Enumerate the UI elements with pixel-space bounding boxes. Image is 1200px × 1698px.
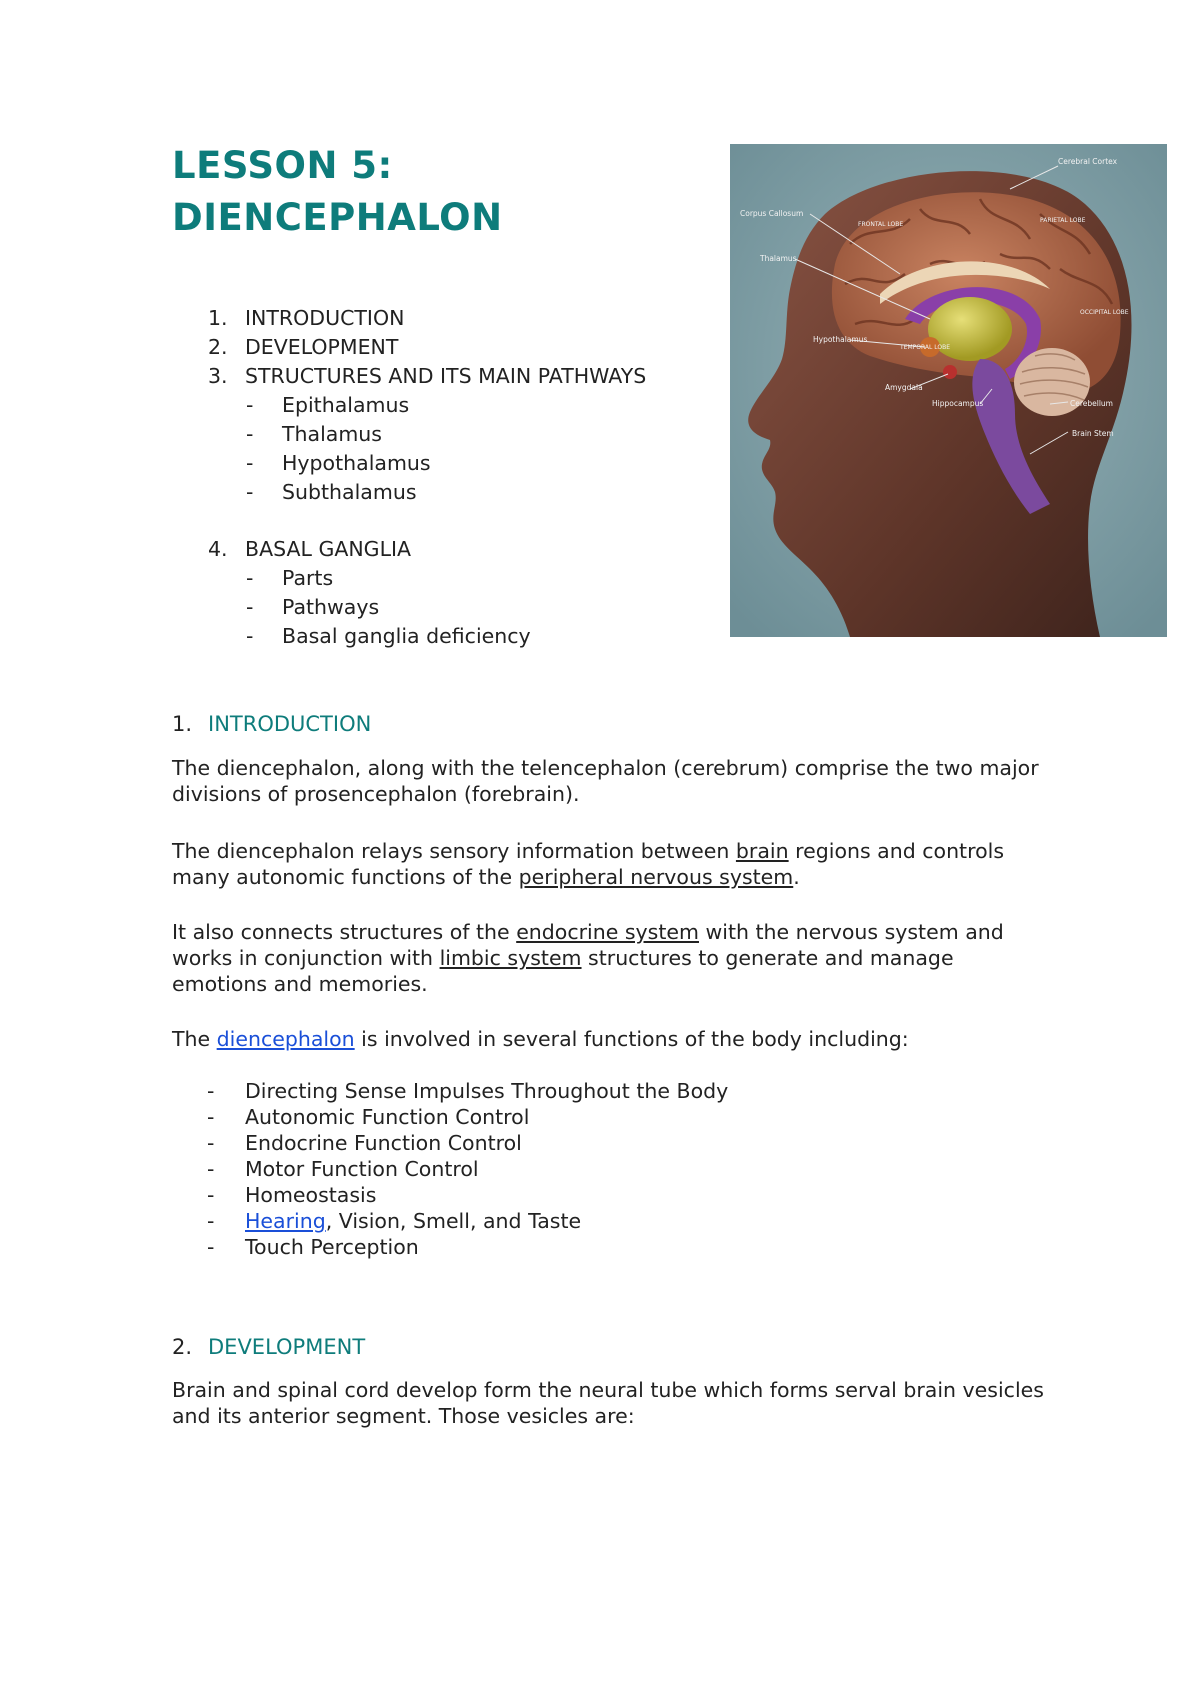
thalamus-shape <box>928 297 1012 361</box>
limbic-system-term: limbic system <box>439 946 582 970</box>
label-temporal-lobe: TEMPORAL LOBE <box>900 344 951 351</box>
toc-sub-thalamus: - Thalamus <box>246 422 382 446</box>
table-of-contents <box>208 304 646 651</box>
brain-anatomy-figure <box>730 144 1167 637</box>
toc-sub-subthalamus: - Subthalamus <box>246 480 417 504</box>
label-brain-stem: Brain Stem <box>1072 429 1114 438</box>
list-item: - Directing Sense Impulses Throughout the Body <box>207 1079 729 1103</box>
list-item: - Touch Perception <box>207 1235 419 1259</box>
toc-item-development: 2. DEVELOPMENT <box>208 335 399 359</box>
amygdala-shape <box>943 365 957 379</box>
label-frontal-lobe: FRONTAL LOBE <box>858 221 904 228</box>
page-title <box>172 140 503 244</box>
label-occipital-lobe: OCCIPITAL LOBE <box>1080 309 1129 316</box>
brain-term: brain <box>735 839 789 863</box>
brain-illustration <box>730 144 1167 637</box>
label-parietal-lobe: PARIETAL LOBE <box>1040 217 1086 224</box>
toc-item-basal-ganglia: 4. BASAL GANGLIA <box>208 537 412 561</box>
toc-sub-epithalamus: - Epithalamus <box>246 393 410 417</box>
title-line-2: DIENCEPHALON <box>172 196 503 239</box>
section-heading-development: 2. DEVELOPMENT <box>172 1335 366 1359</box>
toc-item-structures: 3. STRUCTURES AND ITS MAIN PATHWAYS <box>208 364 647 388</box>
section-heading-introduction: 1. INTRODUCTION <box>172 712 372 736</box>
endocrine-system-term: endocrine system <box>516 920 699 944</box>
list-item: - Hearing, Vision, Smell, and Taste <box>207 1209 582 1233</box>
label-hypothalamus: Hypothalamus <box>813 335 868 344</box>
intro-paragraph-3: It also connects structures of the endocrine system with the nervous system and works in conjunction with limbic system structures to generate and manage emotions and memories. <box>172 920 1004 996</box>
peripheral-nervous-system-term: peripheral nervous system <box>518 865 794 889</box>
list-item: - Autonomic Function Control <box>207 1105 530 1129</box>
label-cerebral-cortex: Cerebral Cortex <box>1058 157 1118 166</box>
list-item: - Endocrine Function Control <box>207 1131 522 1155</box>
title-line-1: LESSON 5: <box>172 144 393 187</box>
intro-paragraph-1: The diencephalon, along with the telencephalon (cerebrum) comprise the two major divisions of prosencephalon (forebrain). <box>172 756 1039 806</box>
list-item: - Homeostasis <box>207 1183 377 1207</box>
toc-sub-pathways: - Pathways <box>246 595 380 619</box>
label-cerebellum: Cerebellum <box>1070 399 1113 408</box>
functions-list <box>207 1078 728 1260</box>
toc-sub-hypothalamus: - Hypothalamus <box>246 451 431 475</box>
diencephalon-link[interactable]: diencephalon <box>216 1027 355 1051</box>
toc-item-introduction: 1. INTRODUCTION <box>208 306 405 330</box>
hearing-link[interactable]: Hearing <box>245 1209 326 1233</box>
label-hippocampus: Hippocampus <box>932 399 984 408</box>
intro-paragraph-2: The diencephalon relays sensory information between brain regions and controls many autonomic functions of the peripheral nervous system. <box>172 839 1004 889</box>
label-corpus-callosum: Corpus Callosum <box>740 209 804 218</box>
intro-paragraph-4: The diencephalon is involved in several functions of the body including: <box>172 1027 909 1051</box>
development-paragraph-1: Brain and spinal cord develop form the neural tube which forms serval brain vesicles and its anterior segment. Those vesicles are: <box>172 1378 1044 1428</box>
toc-sub-deficiency: - Basal ganglia deficiency <box>246 624 531 648</box>
label-amygdala: Amygdala <box>885 383 923 392</box>
toc-sub-parts: - Parts <box>246 566 334 590</box>
label-thalamus: Thalamus <box>760 254 797 263</box>
list-item: - Motor Function Control <box>207 1157 479 1181</box>
